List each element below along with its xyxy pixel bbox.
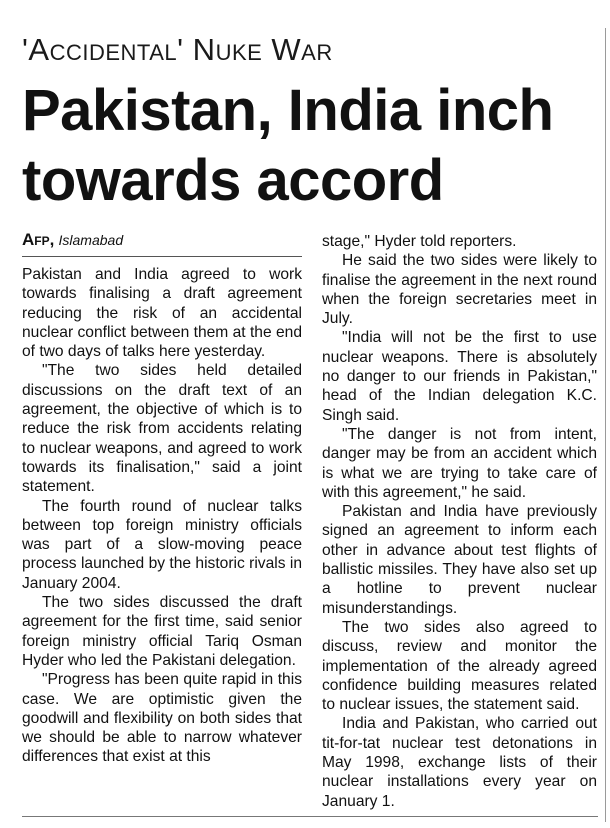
paragraph: "India will not be the first to use nuclear weapons. There is absolutely no danger to our friends in Pakistan," head of the Indian delegation K.C. Singh said. bbox=[322, 329, 597, 424]
paragraph: Pakistan and India agreed to work towards finalising a draft agreement reducing the risk of an accidental nuclear conflict between them at the end of two days of talks here yesterday. bbox=[22, 266, 302, 361]
paragraph: He said the two sides were likely to finalise the agreement in the next round when the foreign secretaries meet in July. bbox=[322, 252, 597, 328]
paragraph: Pakistan and India have previously signed an agreement to inform each other in advance about test flights of ballistic missiles. They have also set up a hotline to prevent nuclear misunderstandings. bbox=[322, 503, 597, 617]
byline-place: Islamabad bbox=[58, 232, 124, 248]
byline-agency: Afp, bbox=[22, 230, 55, 249]
paragraph: The two sides discussed the draft agreement for the first time, said senior foreign ministry official Tariq Osman Hyder who led the Pakistani delegation. bbox=[22, 594, 302, 669]
paragraph: The two sides also agreed to discuss, review and monitor the implementation of the already agreed confidence building measures related to nuclear issues, the statement said. bbox=[322, 618, 597, 714]
article-kicker: 'Accidental' Nuke War bbox=[22, 32, 333, 67]
bottom-border-rule bbox=[22, 816, 598, 817]
paragraph: India and Pakistan, who carried out tit-for-tat nuclear test detonations in May 1998, exchange lists of their nuclear installations every year on January 1. bbox=[322, 715, 597, 810]
paragraph: "The two sides held detailed discussions on the draft text of an agreement, the objective of which is to reduce the risk from accidents relating to nuclear weapons, and agreed to work towards its finalisation," said a joint statement. bbox=[22, 362, 302, 496]
byline bbox=[22, 230, 302, 251]
article-column-right bbox=[322, 232, 597, 811]
paragraph: The fourth round of nuclear talks between top foreign ministry officials was part of a slow-moving peace process launched by the historic rivals in January 2004. bbox=[22, 497, 302, 592]
article-headline: Pakistan, India inch towards accord bbox=[22, 78, 554, 213]
paragraph: "Progress has been quite rapid in this case. We are optimistic given the goodwill and flexibility on both sides that we should be able to narrow whatever differences that exist at this bbox=[22, 671, 302, 766]
byline-divider bbox=[22, 256, 302, 257]
article-column-left bbox=[22, 230, 302, 767]
paragraph: stage," Hyder told reporters. bbox=[322, 233, 517, 250]
paragraph: "The danger is not from intent, danger may be from an accident which is what we are trying to take care of with this agreement," he said. bbox=[322, 425, 597, 501]
